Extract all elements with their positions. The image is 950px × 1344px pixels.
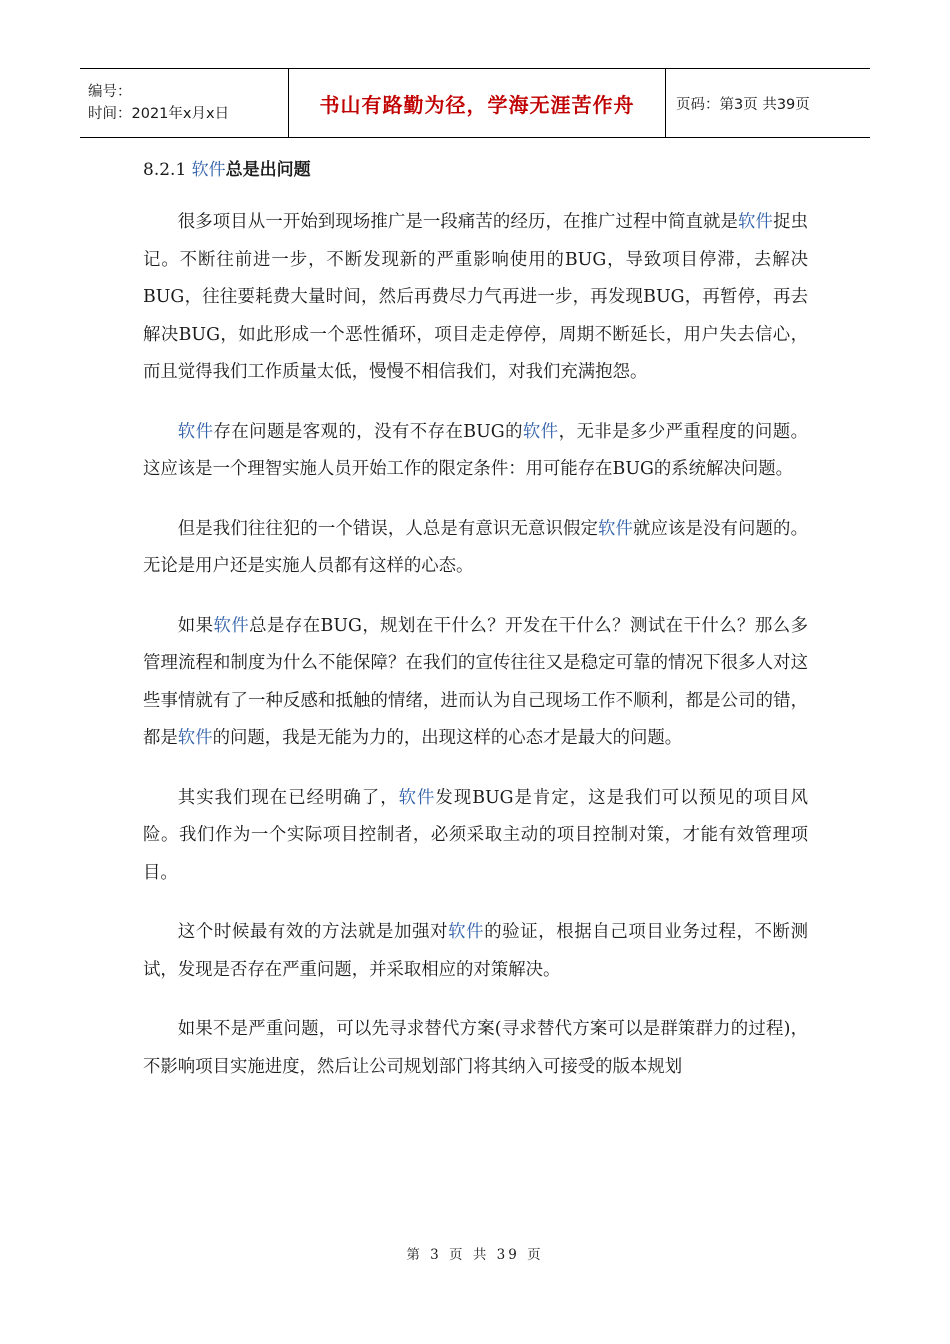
header-page-info-cell (666, 69, 870, 137)
header-motto: 书山有路勤为径，学海无涯苦作舟 (319, 92, 635, 117)
document-number: 编号： (88, 84, 132, 100)
paragraph-text: 其实我们现在已经明确了， (177, 787, 399, 808)
paragraph-text: 捉虫记。不断往前进一步，不断发现新的严重影响使用的BUG，导致项目停滞，去解决BUG，往往要耗费大量时间，然后再费尽力气再进一步，再发现BUG，再暂停，再去解决BUG，如此形成一个恶性循环，项目走走停停，周期不断延长，用户失去信心，而且觉得我们工作质量太低，慢慢不相信我们，对我们充满抱怨。 (143, 212, 808, 382)
paragraph-text: 发现BUG是肯定，这是我们可以预见的项目风险。我们作为一个实际项目控制者，必须采取主动的项目控制对策，才能有效管理项目。 (143, 787, 808, 883)
document-date: 时间：2021年x月x日 (88, 106, 230, 122)
header-page-info: 页码：第3页 共39页 (676, 96, 810, 113)
paragraph-text: 的验证，根据自己项目业务过程，不断测试，发现是否存在严重问题，并采取相应的对策解决。 (143, 922, 808, 980)
section-title-keyword[interactable]: 软件 (191, 160, 226, 180)
body-paragraph (143, 511, 808, 586)
body-paragraph (143, 1011, 808, 1086)
keyword-link-software[interactable]: 软件 (398, 787, 436, 808)
paragraph-text: ，无非是多少严重程度的问题。这应该是一个理智实施人员开始工作的限定条件：用可能存在BUG的系统解决问题。 (143, 421, 808, 479)
page-footer: 第 3 页 共 39 页 (406, 1247, 544, 1263)
paragraph-text: 就应该是没有问题的。无论是用户还是实施人员都有这样的心态。 (143, 518, 808, 576)
paragraph-text: 总是存在BUG，规划在干什么？开发在干什么？测试在干什么？那么多管理流程和制度为什么不能保障？在我们的宣传往往又是稳定可靠的情况下很多人对这些事情就有了一种反感和抵触的情绪，进而认为自己现场工作不顺利，都是公司的错，都是 (143, 615, 808, 748)
paragraph-text: 这个时候最有效的方法就是加强对 (177, 922, 449, 942)
section-heading (143, 150, 808, 190)
header-motto-cell (289, 69, 666, 137)
paragraph-text: 存在问题是客观的，没有不存在BUG的 (213, 421, 523, 442)
paragraph-list (143, 204, 808, 1086)
body-paragraph (143, 204, 808, 392)
header-meta (80, 69, 289, 137)
paragraph-text: 很多项目从一开始到现场推广是一段痛苦的经历，在推广过程中简直就是 (177, 212, 739, 232)
keyword-link-software[interactable]: 软件 (597, 518, 633, 539)
section-title-text: 总是出问题 (225, 160, 311, 180)
paragraph-text: 的问题，我是无能为力的，出现这样的心态才是最大的问题。 (212, 728, 683, 748)
document-body (143, 150, 808, 1108)
section-number: 8.2.1 (143, 160, 187, 180)
page-header (80, 68, 870, 138)
keyword-link-software[interactable]: 软件 (177, 421, 214, 442)
paragraph-text: 如果 (177, 615, 214, 636)
keyword-link-software[interactable]: 软件 (448, 922, 485, 942)
keyword-link-software[interactable]: 软件 (522, 421, 559, 442)
paragraph-text: 如果不是严重问题，可以先寻求替代方案(寻求替代方案可以是群策群力的过程)，不影响项目实施进度，然后让公司规划部门将其纳入可接受的版本规划 (143, 1019, 808, 1077)
keyword-link-software[interactable]: 软件 (738, 212, 774, 232)
keyword-link-software[interactable]: 软件 (213, 615, 250, 636)
body-paragraph (143, 914, 808, 989)
body-paragraph (143, 414, 808, 489)
keyword-link-software[interactable]: 软件 (177, 728, 213, 748)
body-paragraph (143, 780, 808, 893)
body-paragraph (143, 608, 808, 758)
paragraph-text: 但是我们往往犯的一个错误，人总是有意识无意识假定 (177, 518, 598, 539)
